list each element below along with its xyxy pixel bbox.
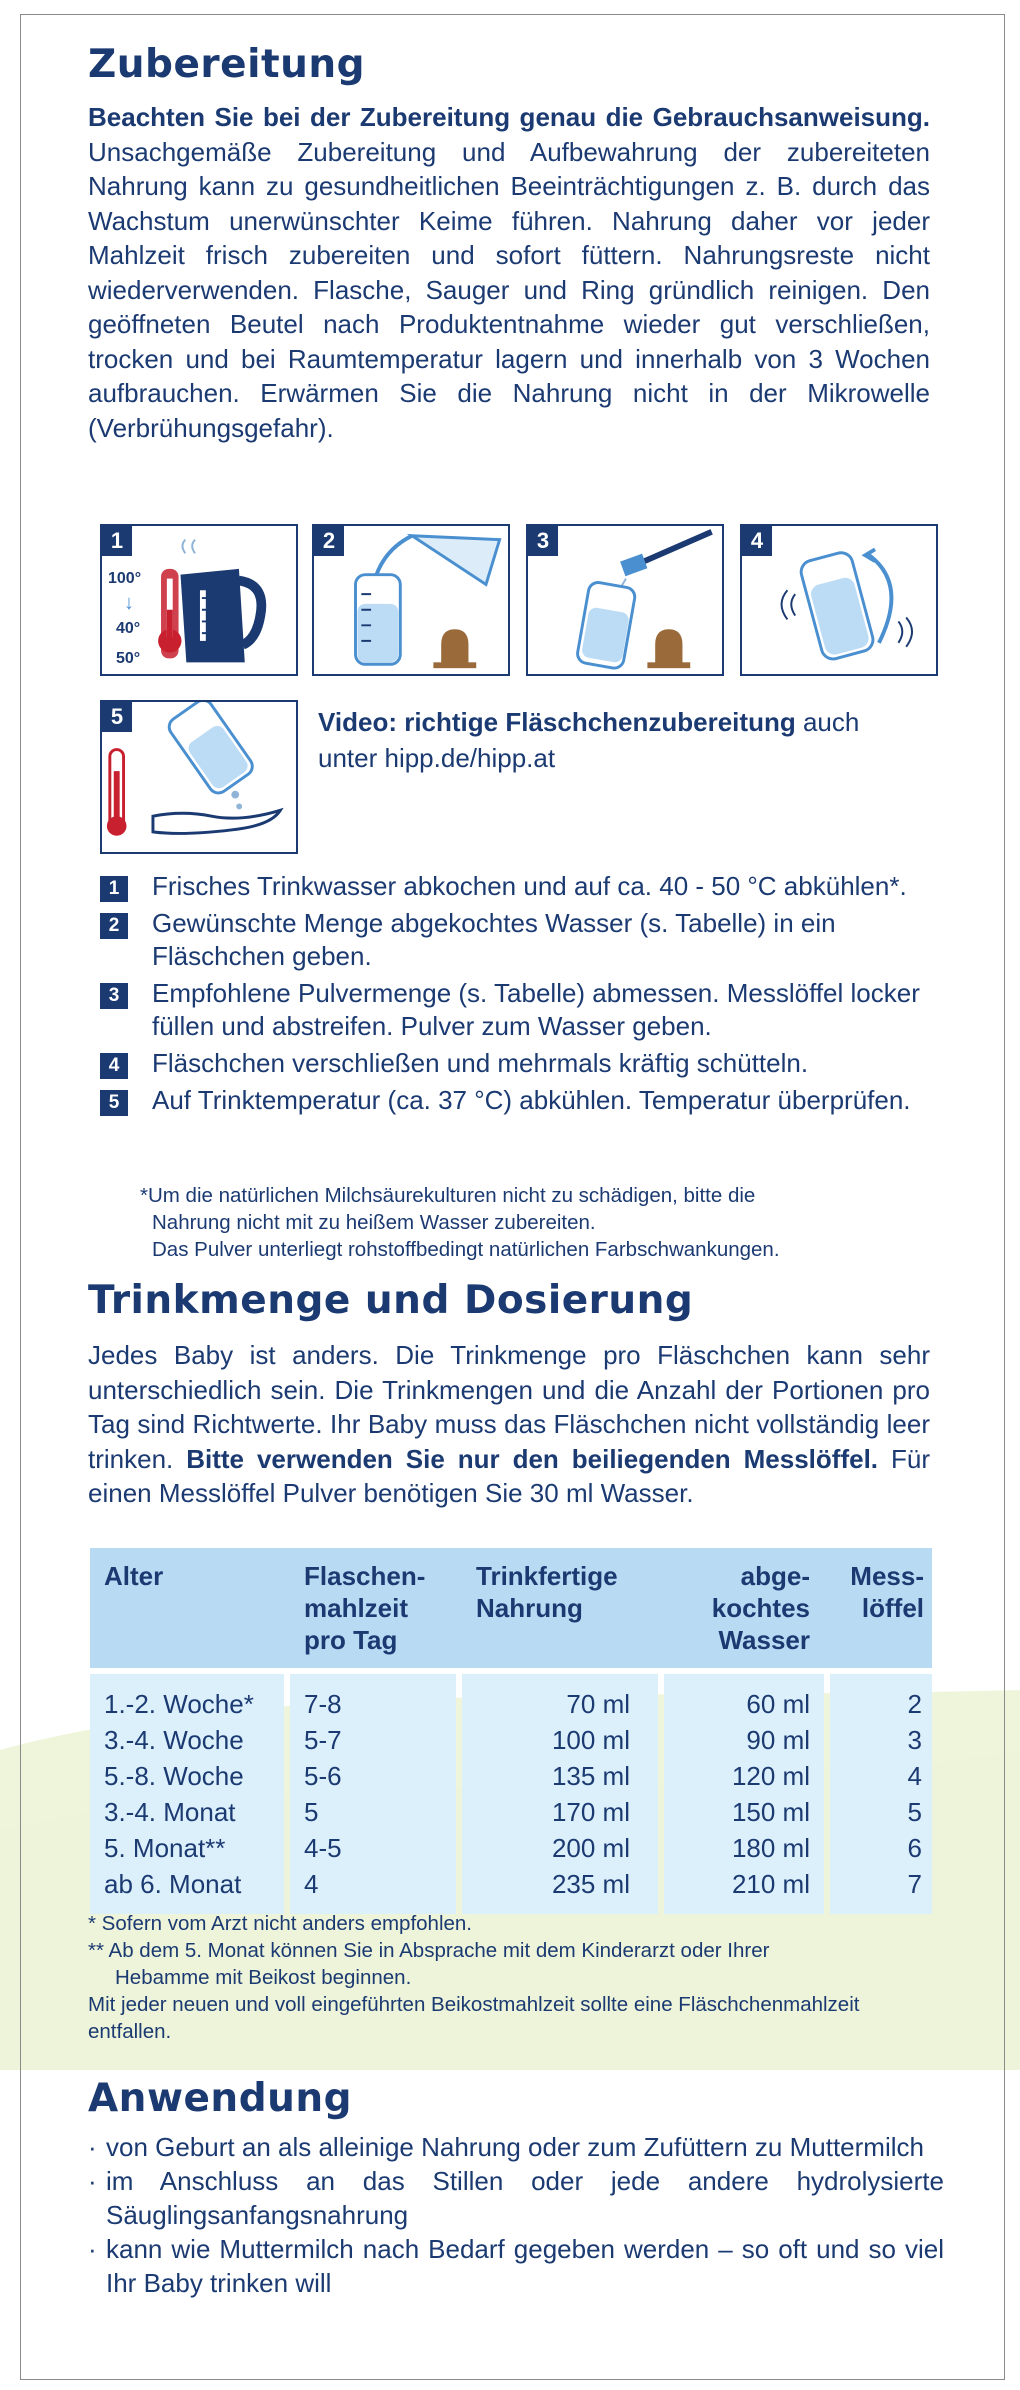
temp-40-label: 40° [116,620,141,637]
column-wasser [664,1686,810,1902]
step-item [100,1047,960,1080]
list-item: · im Anschluss an das Stillen oder jede andere hydrolysierte Säuglingsanfangsnahrung [88,2164,944,2232]
step-4-illustration [740,524,938,676]
temp-50-label: 50° [116,650,141,667]
step-item [100,977,960,1043]
cell: 3 [907,1725,922,1755]
cell: 1.-2. Woche* [104,1689,254,1719]
step-number: 2 [100,913,128,939]
table-footnotes [88,1910,938,2045]
step-2-illustration [312,524,510,676]
cell: 4 [907,1761,922,1791]
step-item [100,870,960,903]
column-alter [104,1686,254,1902]
trinkmenge-text-a: Jedes Baby ist anders. Die Trinkmenge pro Fläschchen kann sehr unterschiedlich sein. Die Trinkmengen und die Anzahl der Portionen pro Tag sind Richtwerte. Ihr Baby muss das Fläschchen nicht vollständig leer trinken. [88,1340,930,1474]
cell: 5. Monat** [104,1833,226,1863]
zubereitung-footnote [140,1182,940,1263]
step-text: Empfohlene Pulvermenge (s. Tabelle) abmessen. Messlöffel locker füllen und abstreifen. Pulver zum Wasser geben. [152,978,920,1041]
footnote-line: *Um die natürlichen Milchsäurekulturen nicht zu schädigen, bitte die [140,1184,756,1207]
step-1-number: 1 [102,526,132,556]
video-hint [318,704,918,776]
header-alter: Alter [104,1561,164,1591]
cell: 70 ml [566,1689,630,1719]
step-number: 4 [100,1053,128,1079]
bottle-pour-icon [314,526,508,674]
cell: 5 [304,1797,319,1827]
step-5-illustration [100,700,298,854]
cell: 7 [907,1869,922,1899]
section-title-anwendung: Anwendung [88,2076,353,2121]
step-2-number: 2 [314,526,344,556]
zubereitung-intro [88,100,930,445]
cell: 5 [907,1797,922,1827]
cell: 7-8 [304,1689,342,1719]
step-text: Auf Trinktemperatur (ca. 37 °C) abkühlen. Temperatur überprüfen. [152,1085,911,1115]
cell: 3.-4. Monat [104,1797,236,1827]
video-hint-bold: Video: richtige Fläschchenzubereitung [318,707,796,737]
list-item: · kann wie Muttermilch nach Bedarf gegeben werden – so oft und so viel Ihr Baby trinken will [88,2232,944,2300]
step-1-illustration [100,524,298,676]
cell: 90 ml [746,1725,810,1755]
cell: 3.-4. Woche [104,1725,244,1755]
intro-text: Unsachgemäße Zubereitung und Aufbewahrung der zubereiteten Nahrung kann zu gesundheitlichen Beeinträchtigungen z. B. durch das Wachstum unerwünschter Keime führen. Nahrung daher vor jeder Mahlzeit frisch zubereiten und sofort füttern. Nahrungsreste nicht wiederverwenden. Flasche, Sauger und Ring gründlich reinigen. Den geöffneten Beutel nach Produktentnahme wieder gut verschließen, trocken und bei Raumtemperatur lagern und innerhalb von 3 Wochen aufbrauchen. Erwärmen Sie die Nahrung nicht in der Mikrowelle (Verbrühungsgefahr). [88,136,930,443]
footnote-line: Nahrung nicht mit zu heißem Wasser zubereiten. [152,1211,596,1234]
list-item: · von Geburt an als alleinige Nahrung oder zum Zufüttern zu Muttermilch [88,2130,944,2164]
section-title-zubereitung: Zubereitung [88,42,366,87]
cell: ab 6. Monat [104,1869,242,1899]
cell: 60 ml [746,1689,810,1719]
trinkmenge-text [88,1338,930,1511]
footnote-line: Das Pulver unterliegt rohstoffbedingt natürlichen Farbschwankungen. [152,1238,780,1261]
cell: 170 ml [551,1797,630,1827]
cell: 235 ml [551,1869,630,1899]
cell: 200 ml [551,1833,630,1863]
trinkmenge-text-b: Für einen Messlöffel Pulver benötigen Sie 30 ml Wasser. [88,1443,930,1508]
header-messloeffel: Mess- löffel [850,1561,924,1623]
step-text: Fläschchen verschließen und mehrmals kräftig schütteln. [152,1048,809,1078]
step-text: Frisches Trinkwasser abkochen und auf ca. 40 - 50 °C abkühlen*. [152,871,907,901]
column-nahrung [462,1686,630,1902]
step-3-illustration [526,524,724,676]
cell: 210 ml [731,1869,810,1899]
step-3-number: 3 [528,526,558,556]
header-flaschenmahlzeit: Flaschen- mahlzeit pro Tag [304,1561,426,1655]
steps-list [100,870,960,1121]
cell: 4 [304,1869,319,1899]
cell: 120 ml [731,1761,810,1791]
trinkmenge-text-bold: Bitte verwenden Sie nur den beiliegenden Messlöffel. [186,1443,879,1474]
cell: 5-6 [304,1761,342,1791]
step-item [100,1084,960,1117]
step-4-number: 4 [742,526,772,556]
step-item [100,907,960,973]
column-messloeffel [830,1686,922,1902]
temperature-check-icon [102,702,296,852]
cell: 180 ml [731,1833,810,1863]
section-title-trinkmenge: Trinkmenge und Dosierung [88,1278,694,1323]
intro-bold: Beachten Sie bei der Zubereitung genau die Gebrauchsanweisung. [88,102,930,132]
footnote-line: Hebamme mit Beikost beginnen. [115,1966,412,1989]
cell: 5.-8. Woche [104,1761,244,1791]
step-number: 5 [100,1090,128,1116]
header-trinkfertige-nahrung: Trinkfertige Nahrung [476,1561,618,1623]
step-number: 3 [100,983,128,1009]
arrow-down-icon: ↓ [124,592,134,614]
cell: 100 ml [551,1725,630,1755]
scoop-icon [528,526,722,674]
footnote-line: ** Ab dem 5. Monat können Sie in Absprache mit dem Kinderarzt oder Ihrer [88,1939,770,1962]
footnote-line: Mit jeder neuen und voll eingeführten Beikostmahlzeit sollte eine Fläschchenmahlzeit entfallen. [88,1993,860,2043]
header-abgekochtes-wasser: abge- kochtes Wasser [711,1561,810,1655]
step-text: Gewünschte Menge abgekochtes Wasser (s. Tabelle) in ein Fläschchen geben. [152,908,836,971]
cell: 150 ml [731,1797,810,1827]
cell: 4-5 [304,1833,342,1863]
cell: 135 ml [551,1761,630,1791]
step-number: 1 [100,876,128,902]
step-5-number: 5 [102,702,132,732]
cell: 6 [907,1833,922,1863]
anwendung-list [88,2130,944,2300]
cell: 2 [907,1689,922,1719]
shake-bottle-icon [742,526,936,674]
dosage-table [90,1548,932,1914]
cell: 5-7 [304,1725,342,1755]
video-hint-text: auch unter hipp.de/hipp.at [318,707,860,773]
column-mahlzeiten [304,1686,342,1902]
temp-100-label: 100° [108,570,142,587]
footnote-line: * Sofern vom Arzt nicht anders empfohlen. [88,1912,473,1935]
